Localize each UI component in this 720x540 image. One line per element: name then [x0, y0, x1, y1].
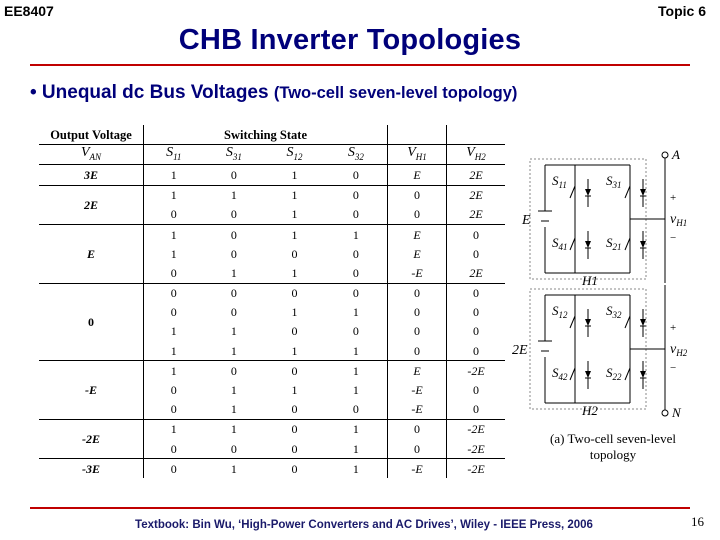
table-row: [39, 283, 505, 303]
switch-state-cell: 0: [204, 165, 265, 185]
course-code: EE8407: [4, 3, 54, 19]
caption-line-2: topology: [589, 447, 637, 462]
switch-top-right-diode: [640, 319, 646, 326]
table-row: [39, 361, 505, 381]
slide-title-text: CHB Inverter Topologies: [178, 24, 522, 56]
caption-line-1: (a) Two-cell seven-level: [550, 431, 676, 446]
col-header-vh1: $V_{H1}$: [388, 145, 447, 165]
switch-state-cell: 0: [230, 207, 237, 222]
cell-voltage-cell: 0: [388, 303, 447, 322]
switch-top-right-blade: [625, 186, 630, 198]
switch-state-cell: 1: [325, 459, 388, 479]
col-header-s12: $S_{12}$: [264, 145, 325, 165]
switch-state-cell: 0: [291, 441, 298, 456]
cell-voltage-cell: 0: [447, 303, 506, 322]
cell-voltage-cell: 0: [388, 205, 447, 225]
terminal-label: A: [672, 147, 680, 162]
cell-voltage-cell: 0: [388, 322, 447, 341]
output-voltage-cell: -3E: [39, 459, 144, 479]
switch-state-cell: 1: [230, 383, 237, 398]
cell-voltage-cell: -E: [388, 400, 447, 420]
dc-source-label: 2E: [512, 343, 528, 358]
cell-voltage-cell: 0: [447, 380, 506, 399]
cell-voltage-cell: 2E: [447, 185, 506, 205]
cell-voltage-cell: 0: [388, 439, 447, 459]
cell-voltage-cell: -E: [388, 380, 447, 399]
col-header-vh2: $V_{H2}$: [447, 145, 506, 165]
switch-state-cell: 1: [325, 361, 388, 381]
bullet-point: [30, 82, 517, 104]
cell-voltage-cell: 0: [447, 283, 506, 303]
switch-top-left-diode: [585, 189, 591, 196]
cell-voltage-cell: 2E: [447, 165, 506, 185]
switch-top-left-blade: [570, 316, 575, 328]
output-voltage-label: $v_{H1}$: [670, 212, 688, 228]
switch-state-cell: 0: [204, 224, 265, 244]
bullet-sub: (Two-cell seven-level topology): [273, 84, 518, 102]
switch-label: $S_{31}$: [606, 173, 622, 190]
cell-voltage-cell: 0: [447, 322, 506, 341]
header-output-voltage: Output Voltage: [50, 127, 132, 142]
footer-citation: [0, 519, 720, 531]
output-voltage-cell: -E: [39, 361, 144, 420]
cell-voltage-cell: E: [388, 224, 447, 244]
switch-label: $S_{11}$: [552, 173, 567, 190]
cell-voltage-cell: 0: [388, 341, 447, 361]
cell-voltage-cell: -2E: [447, 439, 506, 459]
switch-state-cell: 0: [291, 324, 298, 339]
terminal-a: [662, 152, 668, 158]
header-switching-state: Switching State: [144, 125, 388, 145]
two-cell-circuit-diagram: [512, 135, 715, 430]
cell-voltage-cell: -E: [388, 459, 447, 479]
cell-boundary: [530, 159, 646, 279]
switch-state-cell: 1: [144, 419, 204, 439]
plus-sign: +: [670, 192, 677, 204]
switch-state-cell: 1: [230, 402, 237, 417]
output-voltage-label: $v_{H2}$: [670, 342, 688, 358]
switch-label: $S_{32}$: [606, 303, 622, 320]
switch-state-cell: 1: [325, 419, 388, 439]
cell-label: H1: [582, 273, 598, 288]
switch-state-cell: 0: [230, 441, 237, 456]
cell-voltage-cell: E: [388, 244, 447, 263]
switch-state-cell: 1: [352, 383, 359, 398]
footer-text: Textbook: Bin Wu, ‘High-Power Converters and AC Drives’, Wiley - IEEE Press, 2006: [135, 519, 593, 531]
switch-label: $S_{12}$: [552, 303, 568, 320]
switch-state-cell: 0: [264, 459, 325, 479]
minus-sign: −: [670, 362, 677, 374]
switch-state-cell: 1: [144, 165, 204, 185]
cell-voltage-cell: E: [388, 361, 447, 381]
cell-voltage-cell: -2E: [447, 419, 506, 439]
output-voltage-cell: 0: [39, 283, 144, 361]
switch-state-cell: 1: [230, 265, 237, 280]
cell-voltage-cell: -2E: [447, 361, 506, 381]
cell-voltage-cell: 0: [388, 185, 447, 205]
switch-state-cell: 1: [291, 343, 298, 358]
header-vh1: [388, 125, 447, 145]
switch-state-cell: 1: [291, 207, 298, 222]
table-row: [39, 185, 505, 205]
switch-top-right-diode: [640, 189, 646, 196]
switch-top-right-blade: [625, 316, 630, 328]
cell-voltage-cell: 0: [388, 283, 447, 303]
topic-label: Topic 6: [658, 3, 706, 19]
cell-voltage-cell: 2E: [447, 263, 506, 283]
col-header-s11: $S_{11}$: [144, 145, 204, 165]
switch-state-cell: 1: [204, 459, 265, 479]
switch-bottom-right-blade: [625, 238, 630, 250]
switch-label: $S_{21}$: [606, 235, 622, 252]
switch-state-cell: 1: [352, 305, 359, 320]
cell-boundary: [530, 289, 646, 409]
switch-state-cell: 0: [144, 303, 204, 322]
switch-state-cell: 0: [352, 402, 359, 417]
terminal-label: N: [672, 405, 681, 420]
table-row: [39, 419, 505, 439]
switch-state-cell: 0: [204, 361, 265, 381]
switch-state-cell: 0: [352, 246, 359, 261]
switch-bottom-left-blade: [570, 238, 575, 250]
switch-state-cell: 0: [230, 305, 237, 320]
switch-state-cell: 0: [204, 283, 265, 303]
cell-voltage-cell: 2E: [447, 205, 506, 225]
circuit-caption: [528, 431, 698, 463]
switch-state-cell: 1: [291, 383, 298, 398]
switch-state-cell: 0: [230, 246, 237, 261]
footer-divider: [30, 507, 690, 509]
switch-state-cell: 1: [352, 441, 359, 456]
switch-state-cell: 1: [144, 361, 204, 381]
title-divider: [30, 64, 690, 66]
switch-state-cell: 0: [352, 324, 359, 339]
dc-source-label: E: [522, 213, 531, 228]
switch-state-cell: 0: [144, 439, 204, 459]
slide-title: [0, 24, 720, 57]
switch-state-cell: 0: [144, 459, 204, 479]
switch-state-cell: 0: [264, 361, 325, 381]
cell-voltage-cell: 0: [447, 224, 506, 244]
switch-label: $S_{42}$: [552, 365, 568, 382]
switch-state-cell: 1: [204, 419, 265, 439]
switch-label: $S_{41}$: [552, 235, 568, 252]
col-header-s32: $S_{32}$: [325, 145, 388, 165]
switch-state-cell: 1: [144, 244, 204, 263]
minus-sign: −: [670, 232, 677, 244]
cell-label: H2: [582, 403, 598, 418]
switch-state-cell: 0: [264, 283, 325, 303]
cell-voltage-cell: 0: [388, 419, 447, 439]
switch-bottom-right-diode: [640, 241, 646, 248]
switch-bottom-left-diode: [585, 241, 591, 248]
switch-state-cell: 0: [325, 185, 388, 205]
output-voltage-cell: 3E: [39, 165, 144, 185]
switch-state-cell: 0: [291, 402, 298, 417]
cell-voltage-cell: 0: [447, 244, 506, 263]
switch-state-cell: 0: [264, 419, 325, 439]
header-vh2: [447, 125, 506, 145]
switch-bottom-left-blade: [570, 368, 575, 380]
switch-top-left-diode: [585, 319, 591, 326]
cell-voltage-cell: 0: [447, 400, 506, 420]
switch-state-cell: 0: [325, 283, 388, 303]
switch-state-cell: 0: [144, 263, 204, 283]
switch-state-cell: 0: [144, 400, 204, 420]
switch-bottom-right-blade: [625, 368, 630, 380]
switch-bottom-right-diode: [640, 371, 646, 378]
table-row: [39, 165, 505, 185]
switch-label: $S_{22}$: [606, 365, 622, 382]
switch-state-cell: 1: [230, 324, 237, 339]
switch-bottom-left-diode: [585, 371, 591, 378]
switch-state-cell: 1: [291, 265, 298, 280]
switch-state-cell: 1: [230, 343, 237, 358]
switch-state-cell: 1: [144, 341, 204, 361]
switch-state-cell: 1: [204, 185, 265, 205]
bullet-main: • Unequal dc Bus Voltages: [30, 82, 269, 103]
switch-state-cell: 0: [144, 283, 204, 303]
terminal-n: [662, 410, 668, 416]
switch-state-cell: 1: [264, 185, 325, 205]
switch-state-cell: 1: [144, 224, 204, 244]
switch-state-cell: 1: [352, 343, 359, 358]
switch-state-cell: 0: [352, 207, 359, 222]
table-row: [39, 459, 505, 479]
cell-voltage-cell: -E: [388, 263, 447, 283]
switch-state-cell: 0: [144, 205, 204, 225]
switch-state-cell: 0: [352, 265, 359, 280]
switch-state-cell: 1: [144, 322, 204, 341]
switch-state-cell: 1: [264, 165, 325, 185]
switch-state-cell: 1: [144, 185, 204, 205]
output-voltage-cell: -2E: [39, 419, 144, 458]
cell-voltage-cell: -2E: [447, 459, 506, 479]
output-voltage-cell: 2E: [39, 185, 144, 224]
col-header-s31: $S_{31}$: [204, 145, 265, 165]
cell-voltage-cell: E: [388, 165, 447, 185]
switch-top-left-blade: [570, 186, 575, 198]
plus-sign: +: [670, 322, 677, 334]
output-voltage-cell: E: [39, 224, 144, 283]
page-number: 16: [691, 514, 704, 529]
switch-state-cell: 1: [325, 224, 388, 244]
switch-state-cell: 0: [291, 246, 298, 261]
switch-state-cell: 1: [291, 305, 298, 320]
switch-state-cell: 1: [264, 224, 325, 244]
switching-state-table: [39, 125, 505, 478]
switch-state-cell: 0: [325, 165, 388, 185]
col-header-van: $V_{AN}$: [39, 145, 144, 165]
table-row: [39, 224, 505, 244]
switch-state-cell: 0: [144, 380, 204, 399]
cell-voltage-cell: 0: [447, 341, 506, 361]
